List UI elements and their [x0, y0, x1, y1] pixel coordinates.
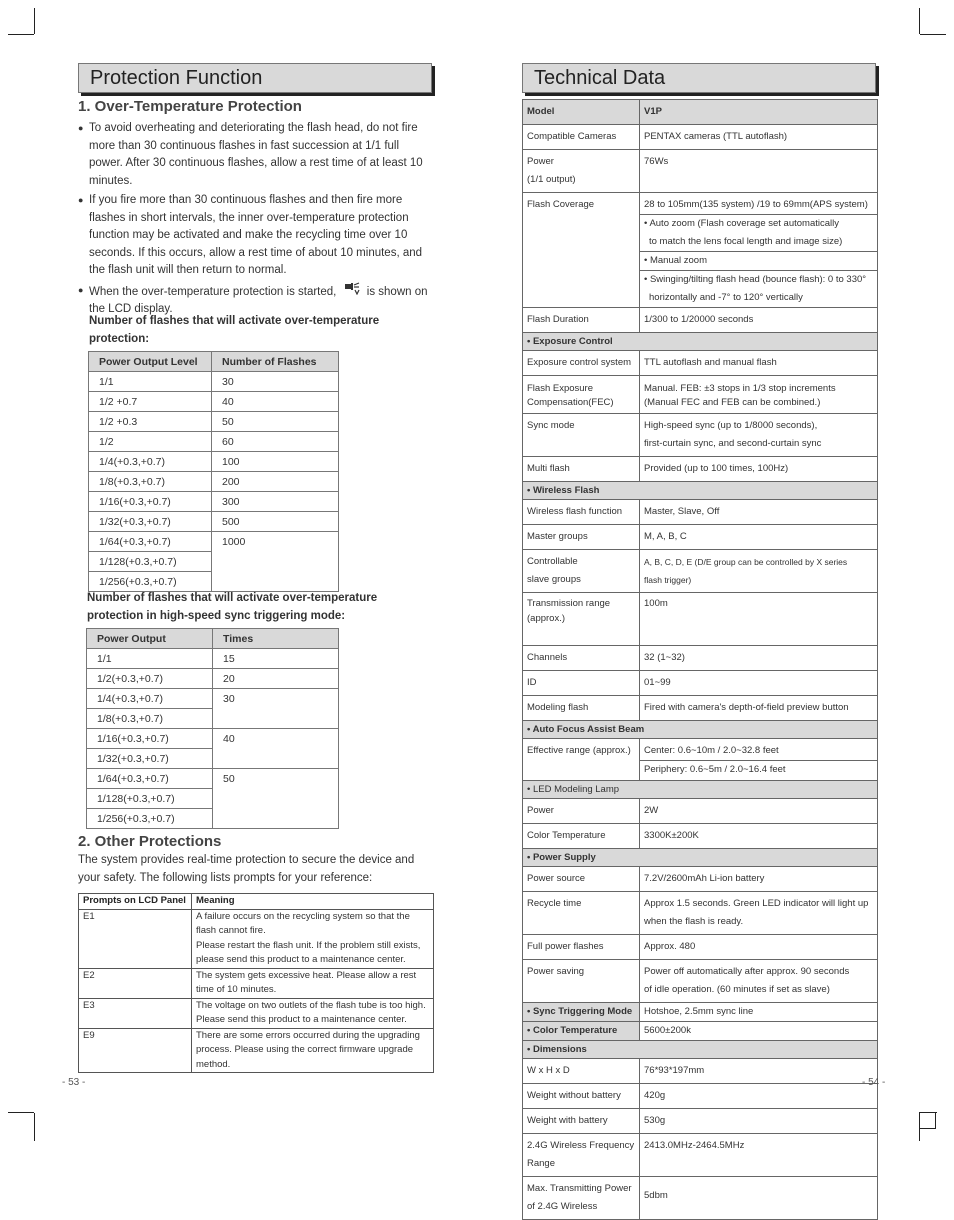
table-row: Transmission range (approx.) 100m: [522, 593, 878, 646]
table-row: Power source 7.2V/2600mAh Li-ion battery: [522, 867, 878, 892]
section-power-supply: • Power Supply: [522, 849, 878, 867]
table-row: Power 2W: [522, 799, 878, 824]
table-row: 1/128(+0.3,+0.7): [87, 789, 339, 809]
table-row: 1/2(+0.3,+0.7) 20: [87, 669, 339, 689]
section-led-lamp: • LED Modeling Lamp: [522, 781, 878, 799]
note-hss: Number of flashes that will activate over-temperature protection in high-speed sync triggering mode:: [87, 592, 378, 622]
table-row: 1/64(+0.3,+0.7) 1000: [89, 532, 339, 552]
hss-table: [86, 628, 339, 829]
table-row: Weight with battery 530g: [522, 1109, 878, 1134]
page-number-left: - 53 -: [62, 1077, 86, 1088]
section-af-assist: • Auto Focus Assist Beam: [522, 721, 878, 739]
table-row: Power saving Power off automatically after approx. 90 seconds of idle operation. (60 minutes if set as slave): [522, 960, 878, 1003]
page-number-right: - 54 -: [862, 1077, 886, 1088]
protection-function-heading: [78, 63, 432, 93]
table-row: Flash Exposure Compensation(FEC) Manual. FEB: ±3 stops in 1/3 stop increments (Manual FEC and FEB can be combined.): [522, 376, 878, 414]
crop-mark: [34, 8, 35, 34]
table-row: E3 The voltage on two outlets of the flash tube is too high. Please send this product to a maintenance center.: [79, 998, 434, 1028]
table-row: 1/32(+0.3,+0.7) 500: [89, 512, 339, 532]
table-row: Flash Coverage 28 to 105mm(135 system) /19 to 69mm(APS system) • Auto zoom (Flash coverage set automatically to match the lens focal length and image size) • Manual zoom • Swinging/tilting flash head (bounce flash): 0 to 330° horizontally and -7° to 120° vertically: [522, 193, 878, 308]
table-row: 1/2 +0.3 50: [89, 412, 339, 432]
table-row: Recycle time Approx 1.5 seconds. Green LED indicator will light up when the flash is ready.: [522, 892, 878, 935]
table-row: 1/64(+0.3,+0.7) 50: [87, 769, 339, 789]
table-row: Modeling flash Fired with camera's depth-of-field preview button: [522, 696, 878, 721]
table-row: Effective range (approx.) Center: 0.6~10m / 2.0~32.8 feet Periphery: 0.6~5m / 2.0~16.4 feet: [522, 739, 878, 781]
prompts-table: [78, 893, 434, 1073]
crop-box: [919, 1112, 936, 1129]
table-row: 2.4G Wireless Frequency Range 2413.0MHz-2464.5MHz: [522, 1134, 878, 1177]
table-header: Power Output: [87, 629, 213, 649]
technical-data-table: [522, 99, 878, 1220]
table-row: 1/256(+0.3,+0.7): [87, 809, 339, 829]
crop-mark: [920, 34, 946, 35]
color-temperature-row: • Color Temperature 5600±200k: [522, 1022, 878, 1041]
table-row: Compatible Cameras PENTAX cameras (TTL autoflash): [522, 125, 878, 150]
crop-mark: [34, 1113, 35, 1141]
table-row: Channels 32 (1~32): [522, 646, 878, 671]
table-header: Power Output Level: [89, 352, 212, 372]
crop-mark: [8, 34, 34, 35]
table-row: E1 A failure occurs on the recycling system so that the flash cannot fire. Please restart the flash unit. If the problem still exists, please send this product to a maintenance center.: [79, 909, 434, 968]
table-header: Times: [213, 629, 339, 649]
table-header: Number of Flashes: [212, 352, 339, 372]
table-header-row: Model V1P: [522, 99, 878, 125]
table-row: 1/8(+0.3,+0.7) 200: [89, 472, 339, 492]
technical-data-heading: [522, 63, 876, 93]
section-exposure-control: • Exposure Control: [522, 333, 878, 351]
crop-mark: [8, 1112, 34, 1113]
table-row: Max. Transmitting Power of 2.4G Wireless 5dbm: [522, 1177, 878, 1220]
table-row: 1/32(+0.3,+0.7): [87, 749, 339, 769]
section1-title: 1. Over-Temperature Protection: [78, 98, 302, 115]
bullet-list: [78, 120, 434, 321]
bullet-item: ● When the over-temperature protection is started, is shown on the LCD display.: [78, 282, 434, 319]
note-over-temp: Number of flashes that will activate over-temperature protection:: [89, 315, 380, 345]
bullet-item: ● To avoid overheating and deteriorating the flash head, do not fire more than 30 continuous flashes in fast succession at 1/1 full power. After 30 continuous flashes, allow a rest time of at least 10 minutes.: [78, 120, 434, 190]
table-row: 1/2 60: [89, 432, 339, 452]
table-row: 1/16(+0.3,+0.7) 40: [87, 729, 339, 749]
table-row: Color Temperature 3300K±200K: [522, 824, 878, 849]
heading-text: Technical Data: [534, 67, 666, 89]
crop-mark: [919, 8, 920, 34]
table-row: Flash Duration 1/300 to 1/20000 seconds: [522, 308, 878, 333]
table-row: 1/256(+0.3,+0.7): [89, 572, 339, 592]
table-row: 1/2 +0.7 40: [89, 392, 339, 412]
bullet-item: ● If you fire more than 30 continuous flashes and then fire more flashes in short intervals, the inner over-temperature protection function may be activated and make the recycling time over 10 seconds. If this occurs, allow a rest time of about 10 minutes, and the flash unit will then return to normal.: [78, 192, 434, 280]
sync-triggering-row: • Sync Triggering Mode Hotshoe, 2.5mm sync line: [522, 1003, 878, 1022]
table-header: Prompts on LCD Panel: [79, 894, 192, 910]
table-row: 1/1 30: [89, 372, 339, 392]
section2-text: The system provides real-time protection to secure the device and your safety. The following lists prompts for your reference:: [78, 854, 415, 884]
section2-title: 2. Other Protections: [78, 833, 222, 850]
table-row: 1/8(+0.3,+0.7): [87, 709, 339, 729]
section-dimensions: • Dimensions: [522, 1041, 878, 1059]
table-row: ID 01~99: [522, 671, 878, 696]
table-row: Exposure control system TTL autoflash and manual flash: [522, 351, 878, 376]
table-row: 1/16(+0.3,+0.7) 300: [89, 492, 339, 512]
table-row: Multi flash Provided (up to 100 times, 100Hz): [522, 457, 878, 482]
table-row: Master groups M, A, B, C: [522, 525, 878, 550]
table-row: W x H x D 76*93*197mm: [522, 1059, 878, 1084]
table-row: Wireless flash function Master, Slave, Off: [522, 500, 878, 525]
table-row: Controllable slave groups A, B, C, D, E (D/E group can be controlled by X series flash trigger): [522, 550, 878, 593]
table-row: E9 There are some errors occurred during the upgrading process. Please using the correct firmware upgrade method.: [79, 1028, 434, 1073]
table-row: 1/1 15: [87, 649, 339, 669]
table-row: 1/128(+0.3,+0.7): [89, 552, 339, 572]
table-row: E2 The system gets excessive heat. Please allow a rest time of 10 minutes.: [79, 968, 434, 998]
over-temp-table: [88, 351, 339, 592]
table-row: Power (1/1 output) 76Ws: [522, 150, 878, 193]
section-wireless-flash: • Wireless Flash: [522, 482, 878, 500]
table-row: 1/4(+0.3,+0.7) 30: [87, 689, 339, 709]
heading-text: Protection Function: [90, 67, 263, 89]
table-row: Weight without battery 420g: [522, 1084, 878, 1109]
overheat-warning-icon: [344, 282, 360, 302]
table-header: Meaning: [192, 894, 434, 910]
table-row: Full power flashes Approx. 480: [522, 935, 878, 960]
table-row: 1/4(+0.3,+0.7) 100: [89, 452, 339, 472]
table-row: Sync mode High-speed sync (up to 1/8000 seconds), first-curtain sync, and second-curtain sync: [522, 414, 878, 457]
